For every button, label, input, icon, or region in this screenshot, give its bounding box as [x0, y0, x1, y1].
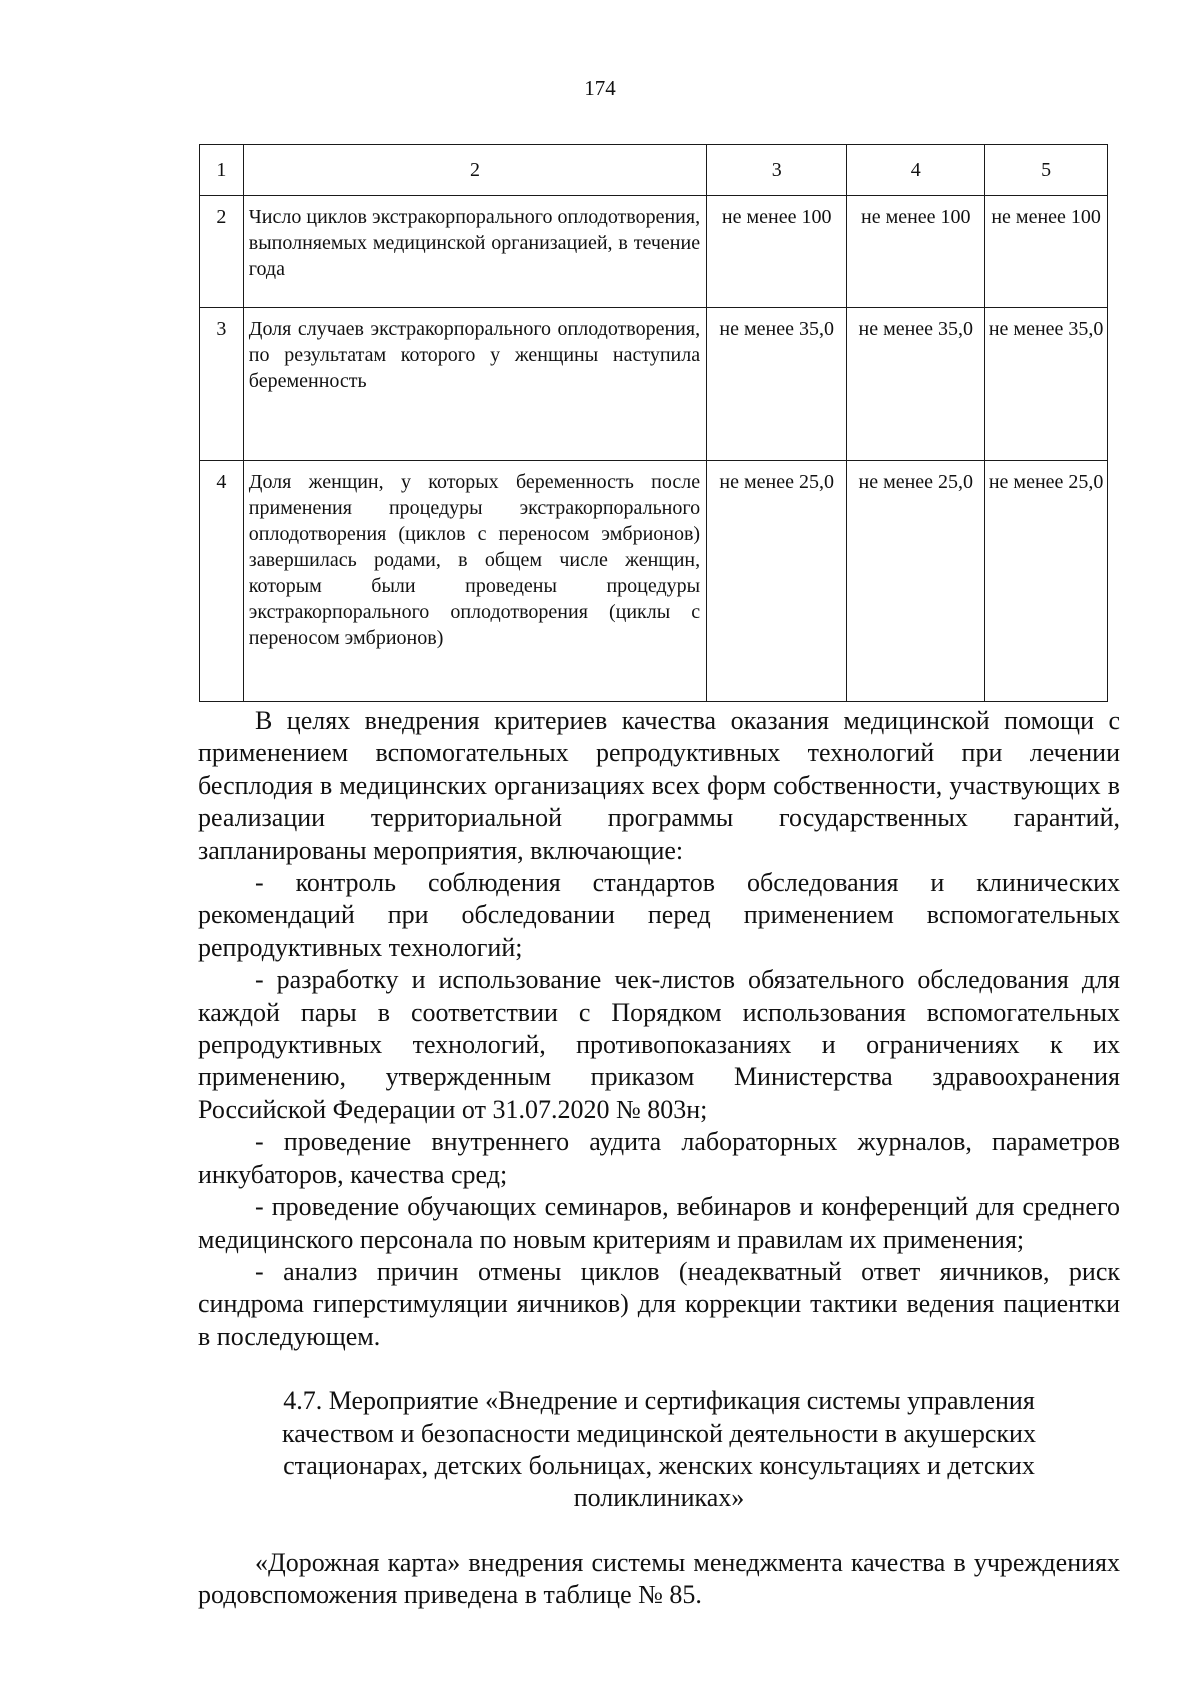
intro-paragraph: В целях внедрения критериев качества оказания медицинской помощи с применением вспомогательных репродуктивных технологий при лечении бесплодия в медицинских организациях всех форм собственности, участвующих в реализации территориальной программы государственных гарантий, запланированы мероприятия, включающие:	[198, 706, 1120, 865]
row-number: 4	[200, 461, 244, 702]
row-value-col4: не менее 35,0	[847, 308, 985, 461]
row-value-col4: не менее 100	[847, 196, 985, 308]
row-description: Доля случаев экстракорпорального оплодотворения, по результатам которого у женщины наступила беременность	[243, 308, 706, 461]
row-number: 2	[200, 196, 244, 308]
section-heading: 4.7. Мероприятие «Внедрение и сертификация системы управления качеством и безопасности медицинской деятельности в акушерских стационарах, детских больницах, женских консультациях и детских поликлиниках»	[282, 1386, 1036, 1513]
row-value-col3: не менее 100	[707, 196, 847, 308]
row-value-col3: не менее 35,0	[707, 308, 847, 461]
header-cell: 3	[707, 145, 847, 196]
table-row	[200, 196, 1108, 308]
row-description: Число циклов экстракорпорального оплодотворения, выполняемых медицинской организацией, в течение года	[243, 196, 706, 308]
bullet-item: - проведение обучающих семинаров, вебинаров и конференций для среднего медицинского персонала по новым критериям и правилам их применения;	[198, 1192, 1120, 1254]
page-number: 174	[584, 76, 616, 100]
row-number: 3	[200, 308, 244, 461]
bullet-item: - проведение внутреннего аудита лабораторных журналов, параметров инкубаторов, качества сред;	[198, 1127, 1120, 1189]
bullet-item: - анализ причин отмены циклов (неадекватный ответ яичников, риск синдрома гиперстимуляции яичников) для коррекции тактики ведения пациентки в последующем.	[198, 1256, 1120, 1351]
bullet-item: - разработку и использование чек-листов обязательного обследования для каждой пары в соответствии с Порядком использования вспомогательных репродуктивных технологий, противопоказаниях и ограничениях к их применению, утвержденным приказом Министерства здравоохранения Российской Федерации от 31.07.2020 № 803н;	[198, 965, 1120, 1124]
table-row	[200, 461, 1108, 702]
closing-paragraph: «Дорожная карта» внедрения системы менеджмента качества в учреждениях родовспоможения приведена в таблице № 85.	[198, 1547, 1120, 1610]
row-value-col4: не менее 25,0	[847, 461, 985, 702]
row-description: Доля женщин, у которых беременность после применения процедуры экстракорпорального оплодотворения (циклов с переносом эмбрионов) завершилась родами, в общем числе женщин, которым были проведены процедуры экстракорпорального оплодотворения (циклы с переносом эмбрионов)	[243, 461, 706, 702]
header-cell: 5	[985, 145, 1108, 196]
header-cell: 1	[200, 145, 244, 196]
row-value-col5: не менее 100	[985, 196, 1108, 308]
row-value-col3: не менее 25,0	[707, 461, 847, 702]
table-header-row	[200, 145, 1108, 196]
header-cell: 4	[847, 145, 985, 196]
row-value-col5: не менее 25,0	[985, 461, 1108, 702]
table-row	[200, 308, 1108, 461]
criteria-table	[199, 144, 1108, 702]
bullet-item: - контроль соблюдения стандартов обследования и клинических рекомендаций при обследовании перед применением вспомогательных репродуктивных технологий;	[198, 868, 1120, 962]
row-value-col5: не менее 35,0	[985, 308, 1108, 461]
body-text	[198, 705, 1120, 1612]
header-cell: 2	[243, 145, 706, 196]
